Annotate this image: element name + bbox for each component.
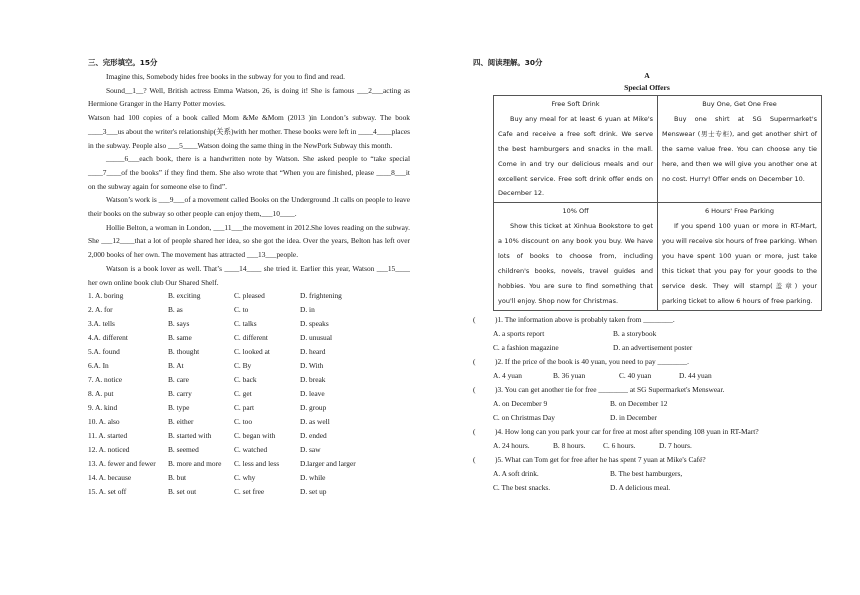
option-a: 3.A. tells: [88, 319, 115, 329]
question-text: )5. What can Tom get for free after he has spent 7 yuan at Mike's Café?: [495, 454, 706, 464]
option-a: 8. A. put: [88, 389, 114, 399]
option-b: B. either: [168, 417, 194, 427]
option-b: B. says: [168, 319, 190, 329]
offer-cell: [658, 96, 822, 203]
option-d: D. set up: [300, 487, 327, 497]
question-stem: [473, 355, 821, 369]
option-a: 14. A. because: [88, 473, 132, 483]
option-d: D. frightening: [300, 291, 342, 301]
option-a: 5.A. found: [88, 347, 120, 357]
question-text: )4. How long can you park your car for free at most after spending 108 yuan in RT-Mart?: [495, 426, 759, 436]
option-d: D. saw: [300, 445, 321, 455]
option-b: B. a storybook: [613, 328, 657, 338]
option-c: C. looked at: [234, 347, 270, 357]
cloze-paragraph-3: Watson had 100 copies of a book called Mom &Me &Mom (2013 )in London’s subway. The book ____3___us about the writer's relationship(关系)with her mother. These books were left in ____4____places in the subway. People also ___5____Watson doing the same thing in the NewPork Subway this month.: [88, 113, 411, 150]
question-stem: [473, 453, 821, 467]
option-a: 2. A. for: [88, 305, 113, 315]
option-c: C. began with: [234, 431, 276, 441]
offer-cell: [494, 203, 658, 310]
option-d: D. ended: [300, 431, 327, 441]
option-c: C. get: [234, 389, 252, 399]
option-c: C. back: [234, 375, 257, 385]
cloze-paragraph-2: Sound__1__? Well, British actress Emma Watson, 26, is doing it! She is famous ___2___acting as Hermione Granger in the Harry Potter movies.: [88, 85, 410, 109]
option-c: C. 6 hours.: [603, 440, 636, 450]
option-a: 1. A. boring: [88, 291, 124, 301]
option-b: B. exciting: [168, 291, 201, 301]
option-b: B. 36 yuan: [553, 370, 586, 380]
option-a: 15. A. set off: [88, 487, 127, 497]
cloze-option-row: [88, 317, 410, 331]
option-b: B. At: [168, 361, 184, 371]
cloze-paragraph-5: Watson’s work is ___9___of a movement called Books on the Underground .It calls on people to leave their books on the subway so other people can enjoy them,___10____.: [88, 195, 410, 219]
cloze-option-row: [88, 401, 410, 415]
option-d: D. while: [300, 473, 326, 483]
option-d: D. break: [300, 375, 326, 385]
answer-paren[interactable]: (: [473, 356, 476, 366]
reading-section-title: 四、阅读理解。30分: [473, 58, 543, 67]
answer-paren[interactable]: (: [473, 454, 476, 464]
option-a: 11. A. started: [88, 431, 128, 441]
option-a: 4.A. different: [88, 333, 128, 343]
offer-title: Free Soft Drink: [551, 100, 600, 108]
option-a: A. on December 9: [493, 398, 548, 408]
question-option-row: [473, 369, 821, 383]
offer-body: Buy one shirt at SG Supermarket's Menswear (男士专柜), and get another shirt of the same value free. You can choose any tie here, and then we will give you another one at no cost. Hurry! Offer ends on December 10.: [662, 114, 817, 183]
question-option-row: [473, 397, 821, 411]
option-c: C. a fashion magazine: [493, 342, 559, 352]
option-d: D. in December: [610, 412, 657, 422]
passage-letter: A: [644, 71, 650, 80]
option-a: A. 24 hours.: [493, 440, 530, 450]
option-a: 13. A. fewer and fewer: [88, 459, 156, 469]
option-b: B. 8 hours.: [553, 440, 586, 450]
option-c: C. different: [234, 333, 268, 343]
cloze-option-row: [88, 331, 410, 345]
offer-cell: [494, 96, 658, 203]
option-b: B. seemed: [168, 445, 199, 455]
option-b: B. on December 12: [610, 398, 668, 408]
option-d: D. A delicious meal.: [610, 482, 671, 492]
option-d: D.larger and larger: [300, 459, 356, 469]
option-b: B. carry: [168, 389, 192, 399]
option-b: B. set out: [168, 487, 197, 497]
cloze-option-row: [88, 387, 410, 401]
option-d: D. With: [300, 361, 324, 371]
cloze-option-row: [88, 415, 410, 429]
question-text: )1. The information above is probably taken from ________.: [495, 314, 675, 324]
option-a: 10. A. also: [88, 417, 120, 427]
option-a: 6.A. In: [88, 361, 109, 371]
option-d: D. 44 yuan: [679, 370, 712, 380]
answer-paren[interactable]: (: [473, 384, 476, 394]
cloze-option-row: [88, 457, 410, 471]
offer-body: Show this ticket at Xinhua Bookstore to get a 10% discount on any book you buy. We have lots of books to choose from, including children's books, novels, travel guides and hobbies. You are sure to find something that you'll enjoy. Shop now for Christmas.: [498, 222, 653, 305]
offer-title: 6 Hours' Free Parking: [704, 207, 775, 216]
option-c: C. set free: [234, 487, 265, 497]
option-d: D. speaks: [300, 319, 329, 329]
option-c: C. on Christmas Day: [493, 412, 555, 422]
offer-title: Buy One, Get One Free: [702, 100, 777, 108]
reading-section: [473, 56, 821, 495]
option-b: B. but: [168, 473, 187, 483]
option-d: D. leave: [300, 389, 325, 399]
question-text: )3. You can get another tie for free ________ at SG Supermarket's Menswear.: [495, 384, 725, 394]
question-option-row: [473, 439, 821, 453]
cloze-paragraph-4: _____6___each book, there is a handwritten note by Watson. She asked people to “take special ____7____of the books” if they find them. She also wrote that “When you are finished, please ____8___it on the subway again for someone else to find”.: [88, 154, 410, 191]
option-b: B. The best hamburgers,: [610, 468, 683, 478]
option-b: B. more and more: [168, 459, 222, 469]
answer-paren[interactable]: (: [473, 426, 476, 436]
option-d: D. an advertisement poster: [613, 342, 693, 352]
cloze-options-list: [88, 289, 410, 499]
offer-body: Buy any meal for at least 6 yuan at Mike's Cafe and receive a free soft drink. We serve the best hamburgers and snacks in the mall. Come in and try our delicious meals and our excellent service. Free soft drink offer ends on December 12.: [498, 114, 653, 198]
option-b: B. type: [168, 403, 190, 413]
option-c: C. talks: [234, 319, 257, 329]
cloze-option-row: [88, 485, 410, 499]
questions-list: [473, 313, 821, 495]
cloze-option-row: [88, 471, 410, 485]
option-d: D. unusual: [300, 333, 333, 343]
option-c: C. pleased: [234, 291, 265, 301]
option-a: 7. A. notice: [88, 375, 123, 385]
option-c: C. By: [234, 361, 252, 371]
option-d: D. in: [300, 305, 315, 315]
cloze-option-row: [88, 345, 410, 359]
option-a: A. 4 yuan: [493, 370, 522, 380]
question-text: )2. If the price of the book is 40 yuan, you need to pay ________.: [495, 356, 689, 366]
option-c: C. less and less: [234, 459, 280, 469]
question-option-row: [473, 327, 821, 341]
option-c: C. watched: [234, 445, 268, 455]
option-d: D. 7 hours.: [659, 440, 692, 450]
offer-body: If you spend 100 yuan or more in RT-Mart, you will receive six hours of free parking. When you have spent 100 yuan or more, just take this ticket that you pay for your goods to the service desk. They will stamp(盖章) your parking ticket to allow 6 hours of free parking.: [662, 222, 817, 305]
option-d: D. as well: [300, 417, 330, 427]
question-option-row: [473, 467, 821, 481]
special-offers-table: [493, 95, 822, 311]
option-b: B. same: [168, 333, 192, 343]
option-b: B. thought: [168, 347, 200, 357]
option-b: B. as: [168, 305, 183, 315]
option-a: A. A soft drink.: [493, 468, 539, 478]
passage-title: Special Offers: [624, 83, 670, 92]
cloze-option-row: [88, 359, 410, 373]
offer-cell: [658, 203, 822, 310]
question-option-row: [473, 341, 821, 355]
offer-title: 10% Off: [562, 207, 589, 216]
cloze-option-row: [88, 429, 410, 443]
option-c: C. part: [234, 403, 255, 413]
option-c: C. to: [234, 305, 249, 315]
question-option-row: [473, 481, 821, 495]
cloze-section: [88, 56, 410, 499]
answer-paren[interactable]: (: [473, 314, 476, 324]
question-stem: [473, 425, 821, 439]
option-a: 12. A. noticed: [88, 445, 130, 455]
cloze-option-row: [88, 373, 410, 387]
cloze-option-row: [88, 303, 410, 317]
cloze-option-row: [88, 443, 410, 457]
option-c: C. 40 yuan: [619, 370, 652, 380]
option-a: A. a sports report: [493, 328, 545, 338]
option-c: C. too: [234, 417, 253, 427]
cloze-section-title: 三、完形填空。15分: [88, 58, 158, 67]
question-stem: [473, 383, 821, 397]
option-b: B. started with: [168, 431, 212, 441]
option-b: B. care: [168, 375, 189, 385]
question-stem: [473, 313, 821, 327]
option-c: C. The best snacks.: [493, 482, 551, 492]
cloze-option-row: [88, 289, 410, 303]
option-d: D. heard: [300, 347, 326, 357]
option-c: C. why: [234, 473, 256, 483]
cloze-paragraph-7: Watson is a book lover as well. That’s ____14____ she tried it. Earlier this year, Watson ___15____ her own online book club Our Shared Shelf.: [88, 263, 410, 287]
cloze-paragraph-1: Imagine this, Somebody hides free books in the subway for you to find and read.: [106, 72, 345, 81]
option-a: 9. A. kind: [88, 403, 118, 413]
question-option-row: [473, 411, 821, 425]
cloze-paragraph-6: Hollie Belton, a woman in London, ___11___the movement in 2012.She loves reading on the subway. She ___12____that a lot of people shared her idea, so she got the idea. Over the years, Belton has left over 2,000 books of her own. The movement has attracted ___13___people.: [88, 222, 410, 260]
option-d: D. group: [300, 403, 327, 413]
